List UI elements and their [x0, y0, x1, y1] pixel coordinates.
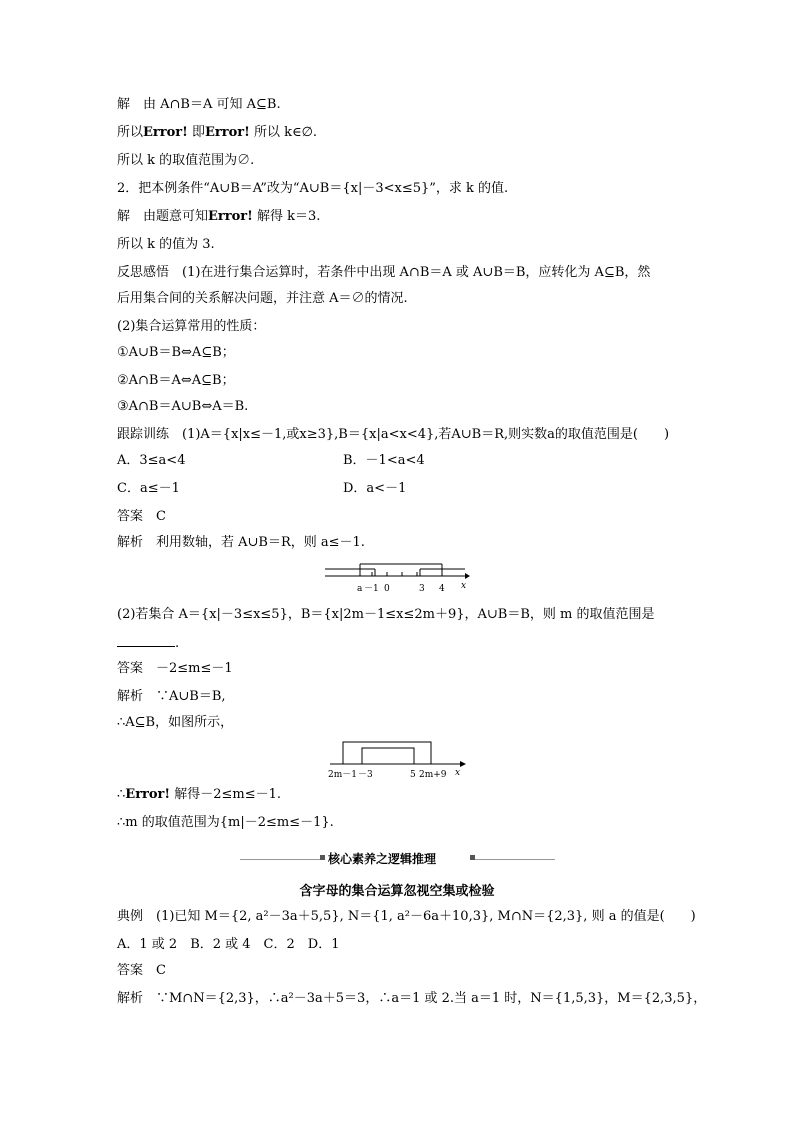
line-solution-5: 所以 k 的值为 3.: [117, 237, 215, 252]
error-text: Error!: [205, 125, 250, 140]
line-question-2: 2．把本例条件“A∪B＝A”改为“A∪B＝{x|－3<x≤5}”，求 k 的值.: [117, 181, 509, 196]
number-line-figure-2: [325, 738, 470, 780]
text: 解得 k＝3.: [252, 209, 321, 224]
error-text: Error!: [143, 125, 188, 140]
line-analysis-4: [117, 786, 281, 804]
text: 所以 k∈∅.: [249, 125, 318, 140]
line-solution-2: [117, 124, 317, 142]
text: 解 由题意可知: [117, 209, 209, 224]
option-b: B．－1<a<4: [343, 453, 425, 468]
analysis-1: 解析 利用数轴，若 A∪B＝R，则 a≤－1.: [117, 535, 365, 550]
tick-label: 2m+9: [419, 770, 447, 780]
subsection-title: 含字母的集合运算忽视空集或检验: [299, 884, 495, 899]
line-exercise-1: 跟踪训练 (1)A＝{x|x≤－1,或x≥3},B＝{x|a<x<4},若A∪B＝R,则实数a的取值范围是( ): [117, 427, 670, 442]
line-exercise-2: (2)若集合 A＝{x|－3≤x≤5}，B＝{x|2m－1≤x≤2m＋9}，A∪B＝B，则 m 的取值范围是: [117, 607, 655, 622]
line-reflection-2: 后用集合间的关系解决问题，并注意 A＝∅的情况.: [117, 291, 408, 306]
tick-label: 0: [384, 584, 390, 594]
line-reflection-1: 反思感悟 (1)在进行集合运算时，若条件中出现 A∩B＝A 或 A∪B＝B，应转化为 A⊆B，然: [117, 265, 651, 280]
error-text: Error!: [125, 787, 171, 802]
option-c: C．a≤－1: [117, 481, 180, 496]
option-d: D．a<－1: [343, 481, 407, 496]
text: ∴: [117, 787, 126, 802]
text: 所以: [117, 125, 144, 140]
tick-label: 4: [439, 584, 445, 594]
error-text: Error!: [208, 209, 253, 224]
text: .: [175, 636, 180, 651]
option-a: A．3≤a<4: [117, 453, 186, 468]
analysis-3: 解析 ∵M∩N＝{2,3}，∴a²－3a＋5＝3，∴a＝1 或 2.当 a＝1 时，N＝{1,5,3}，M＝{2,3,5}，: [117, 991, 707, 1006]
tick-label: a: [357, 584, 363, 594]
tick-label: －1: [364, 584, 379, 594]
line-blank: [117, 634, 179, 653]
divider: [240, 859, 320, 860]
answer-3: 答案 C: [117, 963, 166, 978]
line-analysis-3: ∴A⊆B，如图所示，: [117, 715, 234, 730]
axis-label: x: [455, 768, 461, 778]
line-property-1: ①A∪B＝B⇔A⊆B；: [117, 345, 235, 360]
line-property-3: ③A∩B＝A∪B⇔A＝B.: [117, 399, 249, 414]
section-title: 核心素养之逻辑推理: [328, 852, 437, 866]
tick-label: －3: [358, 770, 373, 780]
number-line-figure-1: [320, 560, 470, 596]
line-property-2: ②A∩B＝A⇔A⊆B；: [117, 373, 235, 388]
text: 即: [187, 125, 205, 140]
answer-2: 答案 －2≤m≤－1: [117, 661, 233, 676]
example-options: A．1 或 2 B．2 或 4 C．2 D．1: [117, 937, 340, 952]
divider: [475, 859, 555, 860]
line-example-1: 典例 (1)已知 M＝{2, a²－3a＋5,5}, N＝{1, a²－6a＋10,3}, M∩N＝{2,3}, 则 a 的值是( ): [117, 909, 696, 924]
answer-blank: [117, 634, 175, 647]
line-properties-title: (2)集合运算常用的性质：: [117, 319, 266, 334]
line-solution-4: [117, 208, 320, 226]
answer-1: 答案 C: [117, 509, 166, 524]
section-header: [240, 850, 555, 868]
tick-label: 3: [419, 584, 425, 594]
square-bullet-icon: [320, 855, 325, 860]
analysis-2: 解析 ∵A∪B＝B,: [117, 689, 226, 704]
line-solution-1: 解 由 A∩B＝A 可知 A⊆B.: [117, 97, 281, 112]
line-solution-3: 所以 k 的取值范围为∅.: [117, 153, 255, 168]
line-analysis-5: ∴m 的取值范围为{m|－2≤m≤－1}.: [117, 815, 334, 830]
tick-label: 2m－1: [328, 770, 357, 780]
text: 解得－2≤m≤－1.: [170, 787, 282, 802]
axis-label: x: [461, 581, 467, 591]
tick-label: 5: [410, 770, 416, 780]
